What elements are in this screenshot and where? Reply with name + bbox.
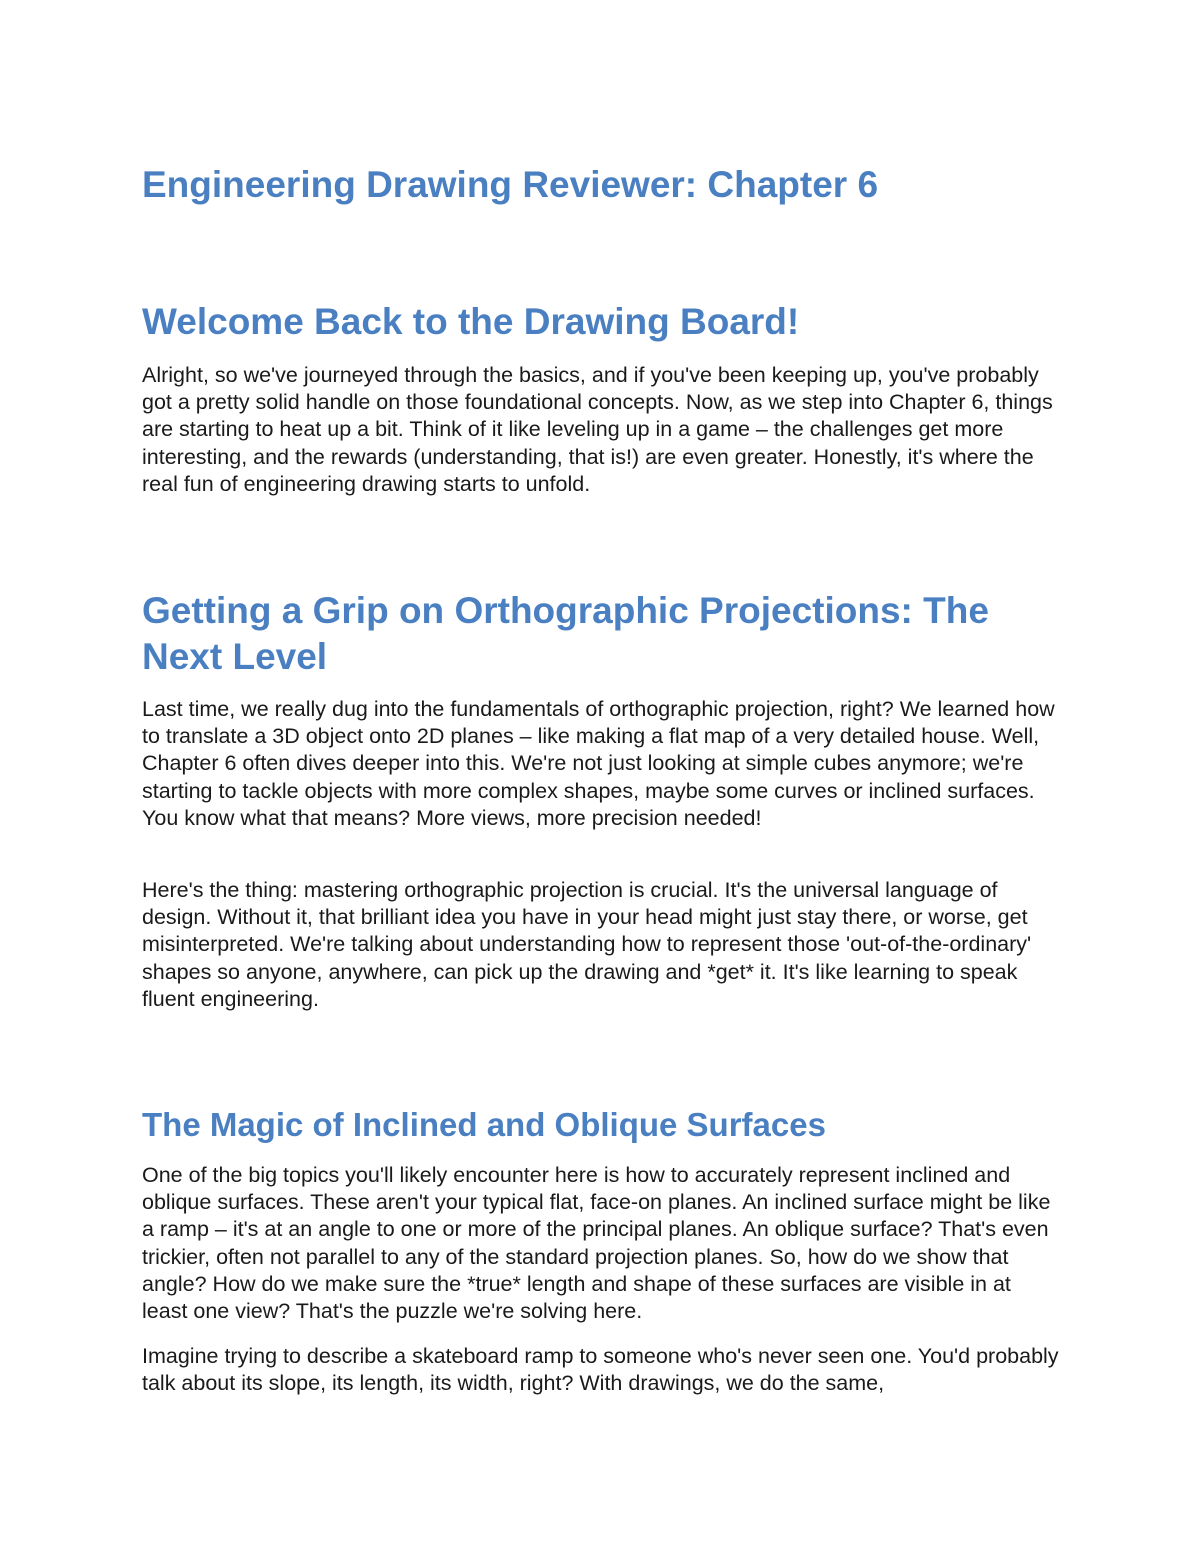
section-heading-inclined-oblique: The Magic of Inclined and Oblique Surfaces [142, 1106, 826, 1143]
paragraph-orthographic-2: Here's the thing: mastering orthographic projection is crucial. It's the universal language of design. Without it, that brilliant idea you have in your head might just stay there, or worse, get misinterpreted. We're talking about understanding how to represent those 'out-of-the-ordinary' shapes so anyone, anywhere, can pick up the drawing and *get* it. It's like learning to speak fluent engineering. [142, 878, 1032, 1011]
document-title: Engineering Drawing Reviewer: Chapter 6 [142, 164, 879, 205]
section-heading-orthographic: Getting a Grip on Orthographic Projections: The Next Level [142, 590, 989, 677]
paragraph-welcome: Alright, so we've journeyed through the basics, and if you've been keeping up, you've probably got a pretty solid handle on those foundational concepts. Now, as we step into Chapter 6, things are starting to heat up a bit. Think of it like leveling up in a game – the challenges get more interesting, and the rewards (understanding, that is!) are even greater. Honestly, it's where the real fun of engineering drawing starts to unfold. [142, 363, 1053, 496]
paragraph-orthographic-1: Last time, we really dug into the fundamentals of orthographic projection, right? We learned how to translate a 3D object onto 2D planes – like making a flat map of a very detailed house. Well, Chapter 6 often dives deeper into this. We're not just looking at simple cubes anymore; we're starting to tackle objects with more complex shapes, maybe some curves or inclined surfaces. You know what that means? More views, more precision needed! [142, 697, 1055, 830]
paragraph-inclined-oblique-1: One of the big topics you'll likely encounter here is how to accurately represent inclined and oblique surfaces. These aren't your typical flat, face-on planes. An inclined surface might be like a ramp – it's at an angle to one or more of the principal planes. An oblique surface? That's even trickier, often not parallel to any of the standard projection planes. So, how do we show that angle? How do we make sure the *true* length and shape of these surfaces are visible in at least one view? That's the puzzle we're solving here. [142, 1163, 1051, 1324]
paragraph-inclined-oblique-2: Imagine trying to describe a skateboard ramp to someone who's never seen one. You'd probably talk about its slope, its length, its width, right? With drawings, we do the same, [142, 1344, 1059, 1396]
section-heading-welcome: Welcome Back to the Drawing Board! [142, 301, 800, 342]
